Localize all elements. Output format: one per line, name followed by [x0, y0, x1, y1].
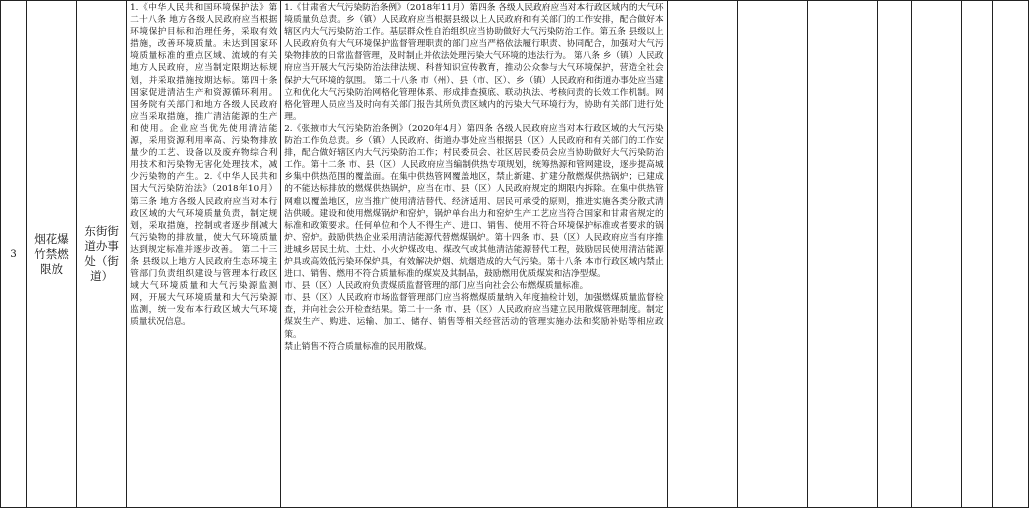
empty-cell [911, 1, 961, 508]
empty-cell [961, 1, 992, 508]
empty-cell [667, 1, 737, 508]
local-regulation-4: 市、县（区）人民政府市场监督管理部门应当将燃煤质量纳入年度抽检计划，加强燃煤质量监督检查，并向社会公开检查结果。第二十一条 市、县（区）人民政府应当建立民用散煤管理制度。制定煤炭生产、购进、运输、加工、储存、销售等相关经营活动的管理实施办法和奖励补贴等相应政策。 [284, 293, 664, 340]
local-regulation-3: 市、县（区）人民政府负责煤质监督管理的部门应当向社会公布燃煤质量标准。 [284, 281, 589, 292]
national-legal-basis-cell [127, 1, 281, 508]
empty-cell [992, 1, 1028, 508]
row-number: 3 [1, 1, 27, 508]
responsible-department: 东街街道办事处（街道） [77, 1, 127, 508]
item-name: 烟花爆竹禁燃限放 [27, 1, 77, 508]
local-legal-basis-cell [281, 1, 667, 508]
local-regulation-1: 1.《甘肃省大气污染防治条例》（2018年11月）第四条 各级人民政府应当对本行政区域内的大气环境质量负总责。乡（镇）人民政府应当根据县级以上人民政府和有关部门的工作安排，配合做好本辖区内大气污染防治工作。基层群众性自治组织应当协助做好大气污染防治工作。第五条 县级以上人民政府负有大气环境保护监督管理职责的部门应当严格依法履行职责、协同配合，加强对大气污染物排放的日常监督管理，及时制止并依法处理污染大气环境的违法行为。 第八条 乡（镇）人民政府应当开展大气污染防治法律法规、科普知识宣传教育，推动公众参与大气环境保护，营造全社会保护大气环境的氛围。 第二十八条 市（州）、县（市、区）、乡（镇）人民政府和街道办事处应当建立和优化大气污染防治网格化管理体系、形成排查摸底、联动执法、考核问责的长效工作机制。网格化管理人员应当及时向有关部门报告其所负责区域内的污染大气环境行为，协助有关部门进行处理。 [284, 3, 664, 122]
empty-cell [807, 1, 877, 508]
empty-cell [877, 1, 911, 508]
local-regulation-2: 2.《张掖市大气污染防治条例》（2020年4月）第四条 各级人民政府应当对本行政区域的大气污染防治工作负总责。乡（镇）人民政府、街道办事处应当根据县（区）人民政府和有关部门的工作安排，配合做好辖区内大气污染防治工作；村民委员会、社区居民委员会应当协助做好大气污染防治工作。第十二条 市、县（区）人民政府应当编制供热专项规划，统筹热源和管网建设，逐步提高城乡集中供热范围的覆盖面。在集中供热管网覆盖地区，禁止新建、扩建分散燃煤供热锅炉；已建成的不能达标排放的燃煤供热锅炉，应当在市、县（区）人民政府规定的期限内拆除。在集中供热管网难以覆盖地区，应当推广使用清洁替代、经济适用、居民可承受的原则，推进实施各类分散式清洁供暖。建设和使用燃煤锅炉和窑炉，锅炉单台出力和窑炉生产工艺应当符合国家和甘肃省规定的标准和政策要求。任何单位和个人不得生产、进口、销售、使用不符合环境保护标准或者要求的锅炉、窑炉。鼓励供热企业采用清洁能源代替燃煤锅炉。第十四条 市、县（区）人民政府应当有序推进城乡居民土炕、土灶、小火炉煤改电、煤改气或其他清洁能源替代工程，鼓励居民使用清洁能源炉具或高效低污染环保炉具，有效解决炉烟、炕烟造成的大气污染。第十八条 本市行政区域内禁止进口、销售、燃用不符合质量标准的煤炭及其制品，鼓励燃用优质煤炭和洁净型煤。 [284, 123, 664, 280]
local-regulation-5: 禁止销售不符合质量标准的民用散煤。 [284, 341, 432, 352]
table-row [1, 1, 1029, 508]
national-legal-basis-text: 1.《中华人民共和国环境保护法》第二十八条 地方各级人民政府应当根据环境保护目标和治理任务，采取有效措施，改善环境质量。未达到国家环境质量标准的重点区域、流域的有关地方人民政府，应当制定限期达标规划，并采取措施按期达标。第四十条 国家促进清洁生产和资源循环利用。国务院有关部门和地方各级人民政府应当采取措施，推广清洁能源的生产和使用。企业应当优先使用清洁能源，采用资源利用率高、污染物排放量少的工艺、设备以及废弃物综合利用技术和污染物无害化处理技术，减少污染物的产生。2.《中华人民共和国大气污染防治法》（2018年10月）第三条 地方各级人民政府应当对本行政区域的大气环境质量负责，制定规划，采取措施，控制或者逐步削减大气污染物的排放量，使大气环境质量达到规定标准并逐步改善。 第二十三条 县级以上地方人民政府生态环境主管部门负责组织建设与管理本行政区域大气环境质量和大气污染源监测网，开展大气环境质量和大气污染源监测，统一发布本行政区域大气环境质量状况信息。 [130, 3, 281, 328]
empty-cell [737, 1, 807, 508]
